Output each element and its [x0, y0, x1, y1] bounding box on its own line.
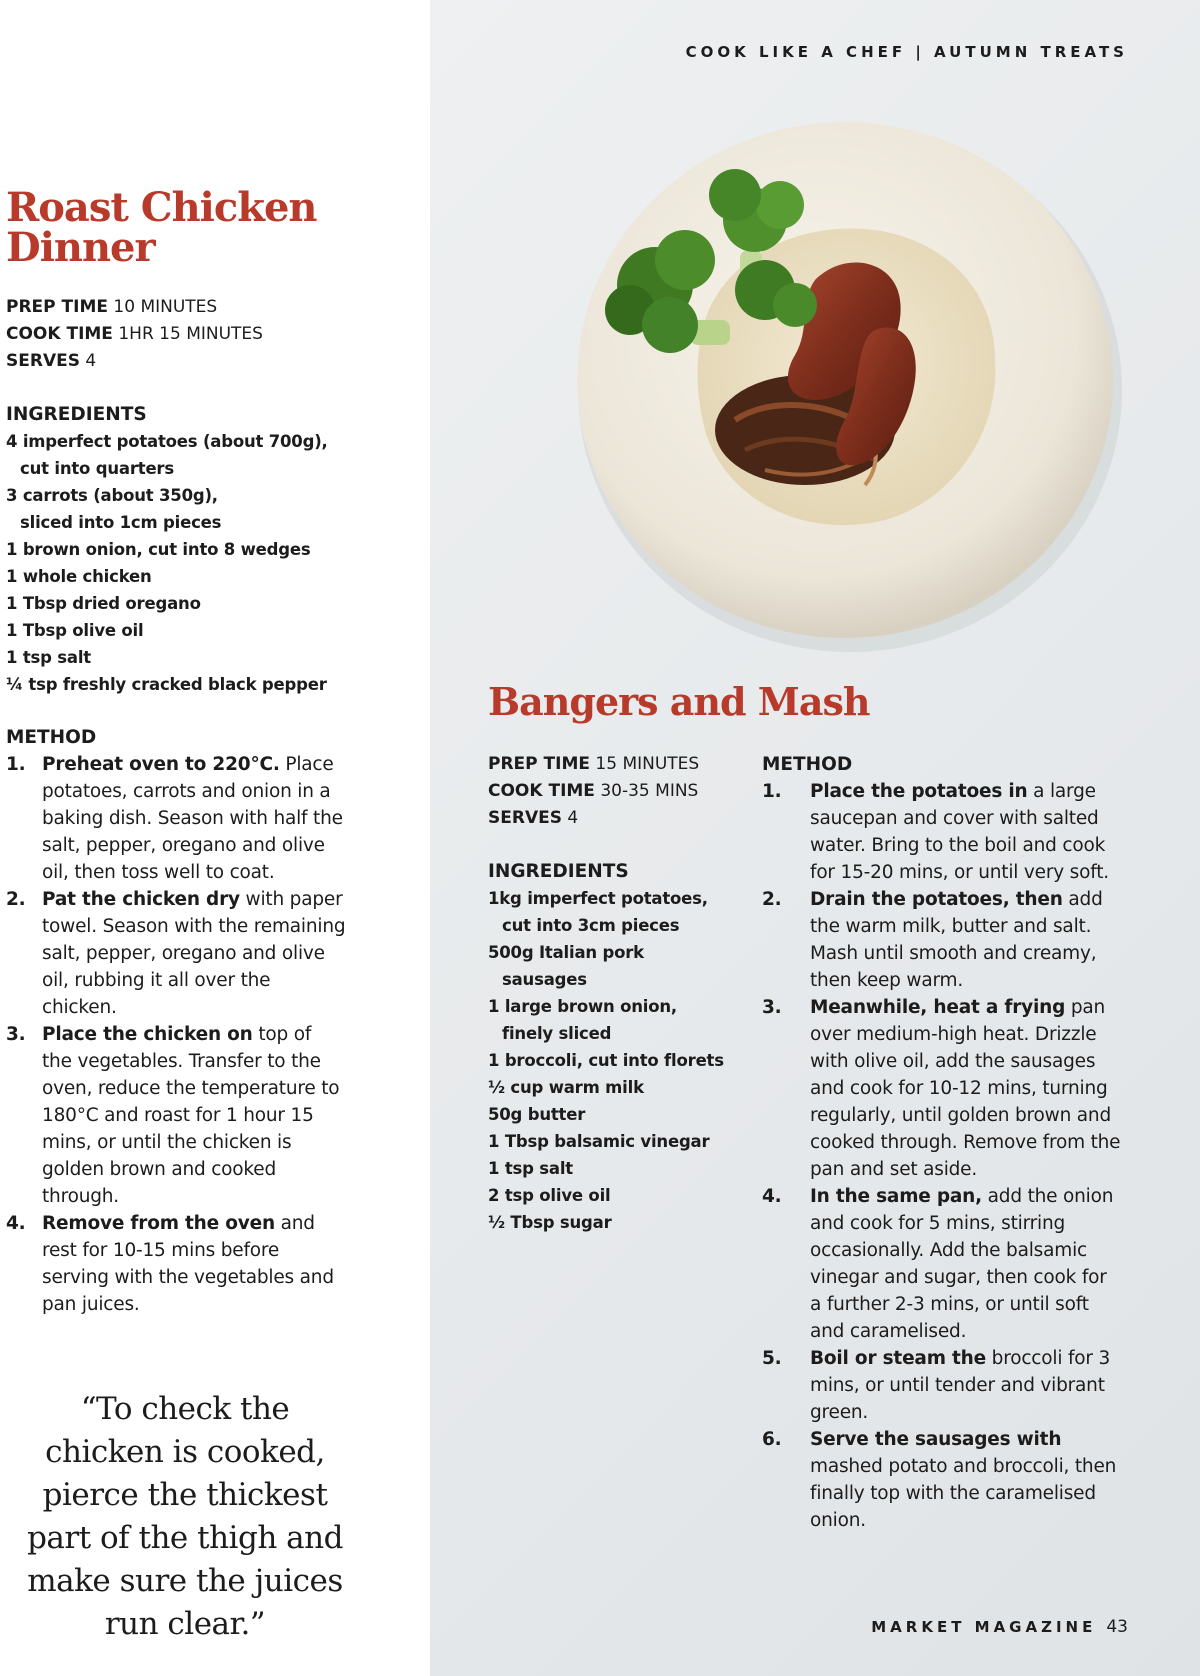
- recipe-1-method-list: [6, 751, 346, 1318]
- broccoli-floret: [655, 230, 715, 290]
- ingredient-item: 1 tsp salt: [6, 648, 91, 667]
- pull-quote: “To check the chicken is cooked, pierce the thickest part of the thigh and make sure the juices run clear.”: [27, 1391, 343, 1642]
- step-text: top of the vegetables. Transfer to the oven, reduce the temperature to 180°C and roast for 1 hour 15 mins, or until the chicken is golden brown and cooked through.: [42, 1024, 340, 1207]
- step-lead: Pat the chicken dry: [42, 889, 240, 910]
- ingredient-item: 3 carrots (about 350g),: [6, 486, 218, 505]
- ingredient-item: 1 brown onion, cut into 8 wedges: [6, 540, 311, 559]
- ingredient-item: 50g butter: [488, 1105, 586, 1124]
- ingredient-item: cut into 3cm pieces: [502, 916, 680, 935]
- step-lead: Remove from the oven: [42, 1213, 275, 1234]
- step-number: 1.: [6, 754, 26, 775]
- step-text: mashed potato and broccoli, then finally top with the caramelised onion.: [810, 1456, 1117, 1531]
- step-lead: Boil or steam the: [810, 1348, 986, 1369]
- recipe-2-ingredients-list: [488, 885, 748, 1236]
- ingredient-item: 500g Italian pork: [488, 943, 644, 962]
- ingredient-item: 1 large brown onion,: [488, 997, 678, 1016]
- recipe-2-method-heading: METHOD: [762, 754, 853, 775]
- broccoli-floret: [756, 181, 804, 229]
- step-text: a large saucepan and cover with salted water. Bring to the boil and cook for 15-20 mins, or until very soft.: [810, 781, 1109, 883]
- recipe-1-method-heading: METHOD: [6, 727, 97, 748]
- method-step: [6, 751, 346, 886]
- recipe-1-title: [6, 184, 426, 271]
- step-lead: Preheat oven to 220°C.: [42, 754, 280, 775]
- ingredient-item: 1 broccoli, cut into florets: [488, 1051, 724, 1070]
- plate-illustration: [555, 100, 1135, 660]
- ingredient-item: 4 imperfect potatoes (about 700g),: [6, 432, 328, 451]
- step-number: 5.: [762, 1348, 782, 1369]
- prep-label: PREP TIME: [6, 297, 108, 317]
- step-text: with paper towel. Season with the remaining salt, pepper, oregano and olive oil, rubbing it all over the chicken.: [42, 889, 346, 1018]
- step-lead: In the same pan,: [810, 1186, 982, 1207]
- cook-label: COOK TIME: [6, 324, 113, 344]
- step-number: 4.: [762, 1186, 782, 1207]
- step-lead: Place the chicken on: [42, 1024, 253, 1045]
- step-lead: Place the potatoes in: [810, 781, 1028, 802]
- ingredient-item: 2 tsp olive oil: [488, 1186, 611, 1205]
- recipe-2-ingredients-heading: INGREDIENTS: [488, 861, 629, 882]
- step-text: add the onion and cook for 5 mins, stirring occasionally. Add the balsamic vinegar and sugar, then cook for a further 2-3 mins, or until soft and caramelised.: [810, 1186, 1114, 1342]
- ingredient-item: 1 Tbsp dried oregano: [6, 594, 201, 613]
- recipe-1-ingredients-list: [6, 428, 426, 698]
- prep-value: 15 MINUTES: [595, 754, 700, 774]
- serves-value: 4: [85, 351, 97, 371]
- section-header: COOK LIKE A CHEF | AUTUMN TREATS: [685, 43, 1128, 61]
- page-footer: [871, 1617, 1128, 1637]
- broccoli-floret: [709, 169, 761, 221]
- method-step: [6, 1210, 346, 1318]
- step-number: 4.: [6, 1213, 26, 1234]
- method-step: [6, 886, 346, 1021]
- method-step: [762, 778, 1122, 886]
- ingredient-item: sliced into 1cm pieces: [20, 513, 222, 532]
- ingredient-item: 1 Tbsp olive oil: [6, 621, 144, 640]
- ingredient-item: sausages: [502, 970, 587, 989]
- step-number: 2.: [762, 889, 782, 910]
- prep-value: 10 MINUTES: [113, 297, 218, 317]
- ingredient-item: 1 Tbsp balsamic vinegar: [488, 1132, 710, 1151]
- method-step: [762, 1183, 1122, 1345]
- method-step: [762, 1345, 1122, 1426]
- cook-value: 30-35 MINS: [600, 781, 699, 801]
- step-lead: Meanwhile, heat a frying: [810, 997, 1066, 1018]
- recipe-1-meta: [6, 294, 263, 375]
- method-step: [762, 886, 1122, 994]
- cook-label: COOK TIME: [488, 781, 595, 801]
- step-text: Place potatoes, carrots and onion in a baking dish. Season with half the salt, pepper, oregano and olive oil, then toss well to coat.: [42, 754, 343, 883]
- ingredient-item: 1 whole chicken: [6, 567, 152, 586]
- broccoli-floret: [642, 297, 698, 353]
- page-number: 43: [1106, 1617, 1128, 1637]
- step-text: and rest for 10-15 mins before serving with the vegetables and pan juices.: [42, 1213, 334, 1315]
- recipe-1-title-line-1: Roast Chicken: [6, 184, 317, 231]
- ingredient-item: ½ Tbsp sugar: [488, 1213, 612, 1232]
- recipe-1-title-line-2: Dinner: [6, 224, 155, 271]
- food-photo: [555, 100, 1135, 660]
- ingredient-item: cut into quarters: [20, 459, 174, 478]
- serves-label: SERVES: [6, 351, 80, 371]
- prep-label: PREP TIME: [488, 754, 590, 774]
- step-number: 6.: [762, 1429, 782, 1450]
- broccoli-floret: [773, 283, 817, 327]
- ingredient-item: 1kg imperfect potatoes,: [488, 889, 708, 908]
- recipe-2-method-list: [762, 778, 1122, 1534]
- recipe-1-ingredients-heading: INGREDIENTS: [6, 404, 147, 425]
- step-text: add the warm milk, butter and salt. Mash until smooth and creamy, then keep warm.: [810, 889, 1103, 991]
- step-lead: Drain the potatoes, then: [810, 889, 1063, 910]
- step-text: pan over medium-high heat. Drizzle with olive oil, add the sausages and cook for 10-12 mins, turning regularly, until golden brown and cooked through. Remove from the pan and set aside.: [810, 997, 1121, 1180]
- recipe-2-title: Bangers and Mash: [488, 679, 870, 724]
- step-number: 2.: [6, 889, 26, 910]
- serves-label: SERVES: [488, 808, 562, 828]
- ingredient-item: ½ cup warm milk: [488, 1078, 644, 1097]
- method-step: [6, 1021, 346, 1210]
- cook-value: 1HR 15 MINUTES: [118, 324, 263, 344]
- magazine-name: MARKET MAGAZINE: [871, 1618, 1097, 1636]
- step-number: 1.: [762, 781, 782, 802]
- ingredient-item: ¼ tsp freshly cracked black pepper: [6, 675, 327, 694]
- method-step: [762, 994, 1122, 1183]
- method-step: [762, 1426, 1122, 1534]
- ingredient-item: 1 tsp salt: [488, 1159, 573, 1178]
- step-number: 3.: [6, 1024, 26, 1045]
- serves-value: 4: [567, 808, 579, 828]
- step-number: 3.: [762, 997, 782, 1018]
- ingredient-item: finely sliced: [502, 1024, 612, 1043]
- recipe-2-meta: [488, 751, 699, 832]
- step-lead: Serve the sausages with: [810, 1429, 1062, 1450]
- step-text: broccoli for 3 mins, or until tender and vibrant green.: [810, 1348, 1111, 1423]
